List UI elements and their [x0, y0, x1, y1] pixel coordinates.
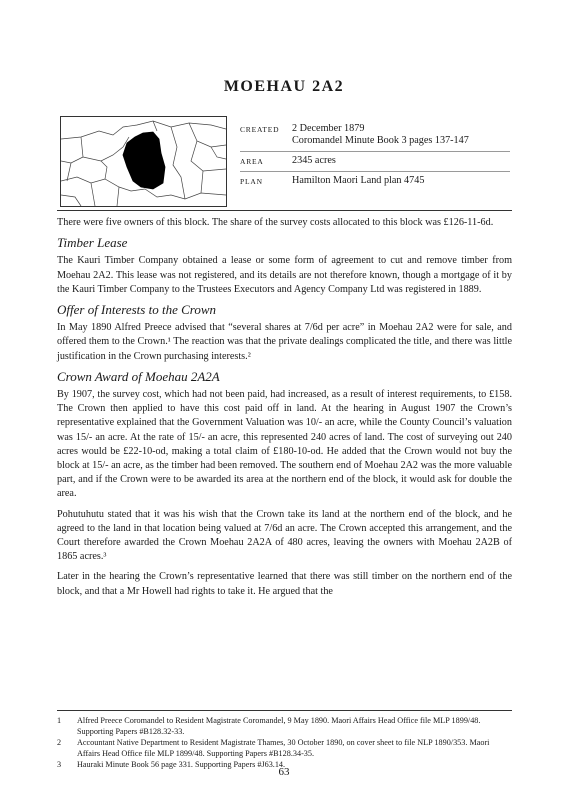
footnote	[57, 716, 512, 737]
footnote-number: 3	[57, 760, 62, 769]
page-title: MOEHAU 2A2	[223, 78, 345, 95]
created-row	[240, 120, 510, 152]
created-label: CREATED	[240, 125, 280, 134]
area-row	[240, 152, 510, 172]
section-heading-timber-lease: Timber Lease	[57, 235, 128, 251]
block-details	[240, 120, 510, 191]
footnote-text: Alfred Preece Coromandel to Resident Magistrate Coromandel, 9 May 1890. Maori Affairs Head Office file MLP 1899/48. Supporting Papers #B128.32-33.	[77, 716, 481, 736]
section-heading-offer-of-interests: Offer of Interests to the Crown	[57, 302, 217, 318]
paragraph: Later in the hearing the Crown’s representative learned that there was still timber on the northern end of the block, and that a Mr Howell had rights to take it. He argued that the	[57, 571, 512, 597]
created-value	[292, 123, 510, 147]
paragraph: In May 1890 Alfred Preece advised that “several shares at 7/6d per acre” in Moehau 2A2 were for sale, and offered them to the Crown.¹ The reaction was that the private dealings complicated the title, and there was little justification in the Crown purchasing interests.²	[57, 322, 512, 362]
footnote	[57, 738, 512, 759]
paragraph: The Kauri Timber Company obtained a lease or some form of agreement to cut and remove timber from Moehau 2A2. This lease was not registered, and its details are not therefore known, though a mortgage of it by the Kauri Timber Company to the Trustees Executors and Agency Company Ltd was registered in 1889.	[57, 255, 512, 295]
header-divider	[57, 210, 512, 211]
intro-paragraph: There were five owners of this block. The share of the survey costs allocated to this block was £126-11-6d.	[57, 217, 494, 228]
section-heading-crown-award: Crown Award of Moehau 2A2A	[57, 368, 220, 384]
created-source: Coromandel Minute Book 3 pages 137-147	[292, 135, 469, 146]
paragraph: Pohutuhutu stated that it was his wish that the Crown take its land at the northern end of the block, and he agreed to the land in that location being valued at 7/6d an acre. The Crown accepted this arrangement, and the Court therefore awarded the Crown Moehau 2A2A of 480 acres, leaving the owners with Moehau 2A2B of 1865 acres.³	[57, 508, 512, 563]
plan-label: PLAN	[240, 177, 263, 186]
block-map-illustration	[61, 117, 226, 206]
plan-value: Hamilton Maori Land plan 4745	[292, 175, 425, 186]
footnote-number: 2	[57, 738, 62, 747]
location-map	[60, 116, 227, 207]
created-date: 2 December 1879	[292, 123, 365, 134]
footnote-text: Accountant Native Department to Resident Magistrate Thames, 30 October 1890, on cover sheet to file NLP 1890/353. Maori Affairs Head Office file MLP 1899/48. Supporting Papers #B128.34-35.	[77, 738, 490, 758]
area-label: AREA	[240, 157, 264, 166]
area-value: 2345 acres	[292, 155, 336, 166]
footnote-divider	[57, 710, 512, 711]
plan-row	[240, 172, 510, 191]
page-number: 63	[278, 766, 290, 778]
body-text	[57, 210, 512, 605]
footnote-number: 1	[57, 716, 62, 725]
footnotes	[57, 710, 512, 772]
footnote-text: Hauraki Minute Book 56 page 331. Supporting Papers #J63.14.	[77, 760, 286, 769]
paragraph: By 1907, the survey cost, which had not been paid, had increased, as a result of interest requirements, to £158. The Crown then applied to have this cost paid off in land. At the hearing in August 1907 the Crown’s representative explained that the Government Valuation was 10/- an acre, while the County Council’s valuation was 15/- an acre. At the rate of 15/- an acre, this represented 240 acres of land. The cost of surveying out 240 acres would be £22-10-od, making a total claim of £180-10-od. He added that the Crown would not buy the block at 15/- an acre, as the timber had been removed. The southern end of Moehau 2A2 was the more valuable part, and if the Crown were to be awarded its area at the northern end of the block, it would ask for double the area.	[57, 389, 512, 500]
